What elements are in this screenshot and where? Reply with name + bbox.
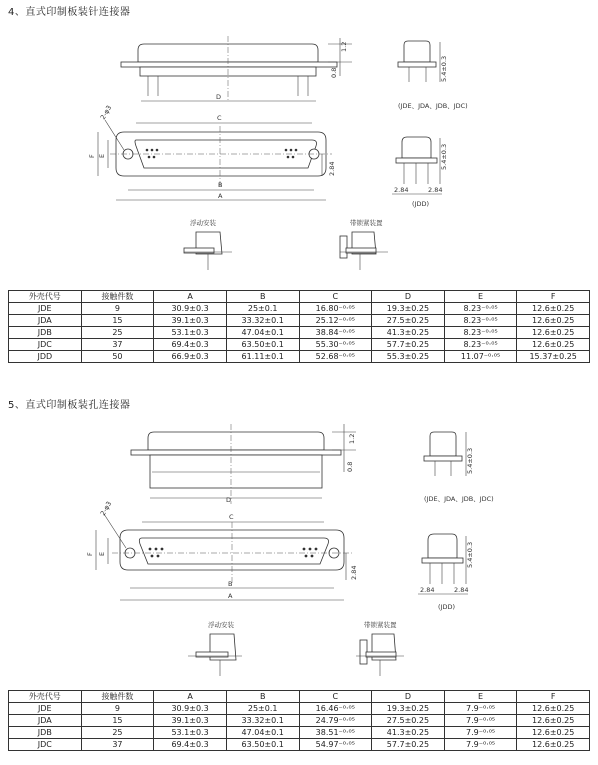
svg-text:5.4±0.3: 5.4±0.3 — [440, 143, 448, 170]
svg-text:D: D — [226, 496, 232, 504]
svg-text:0.8: 0.8 — [330, 67, 338, 78]
svg-text:2.84: 2.84 — [428, 186, 443, 194]
svg-text:5.4±0.3: 5.4±0.3 — [440, 55, 448, 82]
svg-text:带锁紧装置: 带锁紧装置 — [350, 219, 383, 227]
svg-text:(JDD): (JDD) — [412, 200, 429, 208]
svg-text:2.84: 2.84 — [454, 586, 469, 594]
svg-text:2-φ3: 2-φ3 — [98, 500, 114, 517]
table-row: JDA 15 39.1±0.3 33.32±0.1 25.12⁻⁰·⁰⁵ 27.5±0.25 8.23⁻⁰·⁰⁵ 12.6±0.25 — [9, 315, 590, 327]
svg-text:A: A — [218, 192, 223, 200]
svg-text:(JDE、JDA、JDB、JDC): (JDE、JDA、JDB、JDC) — [398, 102, 468, 110]
end-view — [398, 41, 468, 110]
svg-text:B: B — [218, 181, 223, 189]
section-5-title: 5、直式印制板装孔连接器 — [8, 400, 131, 411]
lock-device-view — [340, 218, 388, 270]
svg-text:浮动安装: 浮动安装 — [190, 219, 216, 227]
jdd-end-view — [392, 137, 448, 208]
table-row: JDC 37 69.4±0.3 63.50±0.1 54.97⁻⁰·⁰⁵ 57.7±0.25 7.9⁻⁰·⁰⁵ 12.6±0.25 — [9, 739, 590, 751]
svg-text:E: E — [98, 153, 106, 158]
table-row: JDC 37 69.4±0.3 63.50±0.1 55.30⁻⁰·⁰⁵ 57.7±0.25 8.23⁻⁰·⁰⁵ 12.6±0.25 — [9, 339, 590, 351]
jdd-end-view — [418, 534, 474, 611]
table-row: JDB 25 53.1±0.3 47.04±0.1 38.84⁻⁰·⁰⁵ 41.3±0.25 8.23⁻⁰·⁰⁵ 12.6±0.25 — [9, 327, 590, 339]
side-view — [131, 424, 356, 504]
svg-text:2-φ3: 2-φ3 — [98, 104, 114, 121]
svg-text:2.84: 2.84 — [420, 586, 435, 594]
svg-text:2.84: 2.84 — [394, 186, 409, 194]
side-view — [121, 36, 352, 101]
svg-text:2.84: 2.84 — [328, 161, 336, 176]
table-row: JDB 25 53.1±0.3 47.04±0.1 38.51⁻⁰·⁰⁵ 41.3±0.25 7.9⁻⁰·⁰⁵ 12.6±0.25 — [9, 727, 590, 739]
section-5-drawing — [0, 412, 598, 690]
table-row: JDD 50 66.9±0.3 61.11±0.1 52.68⁻⁰·⁰⁵ 55.3±0.25 11.07⁻⁰·⁰⁵ 15.37±0.25 — [9, 351, 590, 363]
table-row: JDE 9 30.9±0.3 25±0.1 16.46⁻⁰·⁰⁵ 19.3±0.25 7.9⁻⁰·⁰⁵ 12.6±0.25 — [9, 703, 590, 715]
table-row: JDA 15 39.1±0.3 33.32±0.1 24.79⁻⁰·⁰⁵ 27.5±0.25 7.9⁻⁰·⁰⁵ 12.6±0.25 — [9, 715, 590, 727]
float-mount-view — [184, 218, 232, 270]
svg-text:5.4±0.3: 5.4±0.3 — [466, 541, 474, 568]
svg-text:C: C — [229, 513, 234, 521]
spec-table-5 — [8, 690, 590, 751]
svg-text:2.84: 2.84 — [350, 565, 358, 580]
svg-text:0.8: 0.8 — [346, 461, 354, 472]
spec-table-4 — [8, 290, 590, 363]
table-row: JDE 9 30.9±0.3 25±0.1 16.80⁻⁰·⁰⁵ 19.3±0.25 8.23⁻⁰·⁰⁵ 12.6±0.25 — [9, 303, 590, 315]
svg-text:B: B — [228, 580, 233, 588]
svg-text:C: C — [217, 114, 222, 122]
svg-text:D: D — [216, 93, 222, 101]
svg-text:E: E — [98, 551, 106, 556]
svg-text:1.2: 1.2 — [348, 433, 356, 444]
svg-text:F: F — [86, 552, 94, 556]
svg-text:浮动安装: 浮动安装 — [208, 621, 234, 629]
svg-text:带锁紧装置: 带锁紧装置 — [364, 621, 397, 629]
svg-text:(JDE、JDA、JDB、JDC): (JDE、JDA、JDB、JDC) — [424, 495, 494, 503]
section-4-drawing — [0, 0, 598, 290]
svg-text:1.2: 1.2 — [340, 41, 348, 52]
svg-text:5.4±0.3: 5.4±0.3 — [466, 447, 474, 474]
end-view — [424, 432, 494, 503]
section-4-title: 4、直式印制板装针连接器 — [8, 7, 131, 18]
table-header-row: 外壳代号 接触件数 A B C D E F — [9, 691, 590, 703]
svg-text:A: A — [228, 592, 233, 600]
svg-text:F: F — [88, 154, 96, 158]
front-view — [88, 104, 336, 200]
float-mount-view — [188, 620, 242, 676]
svg-text:(JDD): (JDD) — [438, 603, 455, 611]
lock-device-view — [356, 620, 404, 676]
front-view — [86, 500, 358, 600]
table-header-row: 外壳代号 接触件数 A B C D E F — [9, 291, 590, 303]
